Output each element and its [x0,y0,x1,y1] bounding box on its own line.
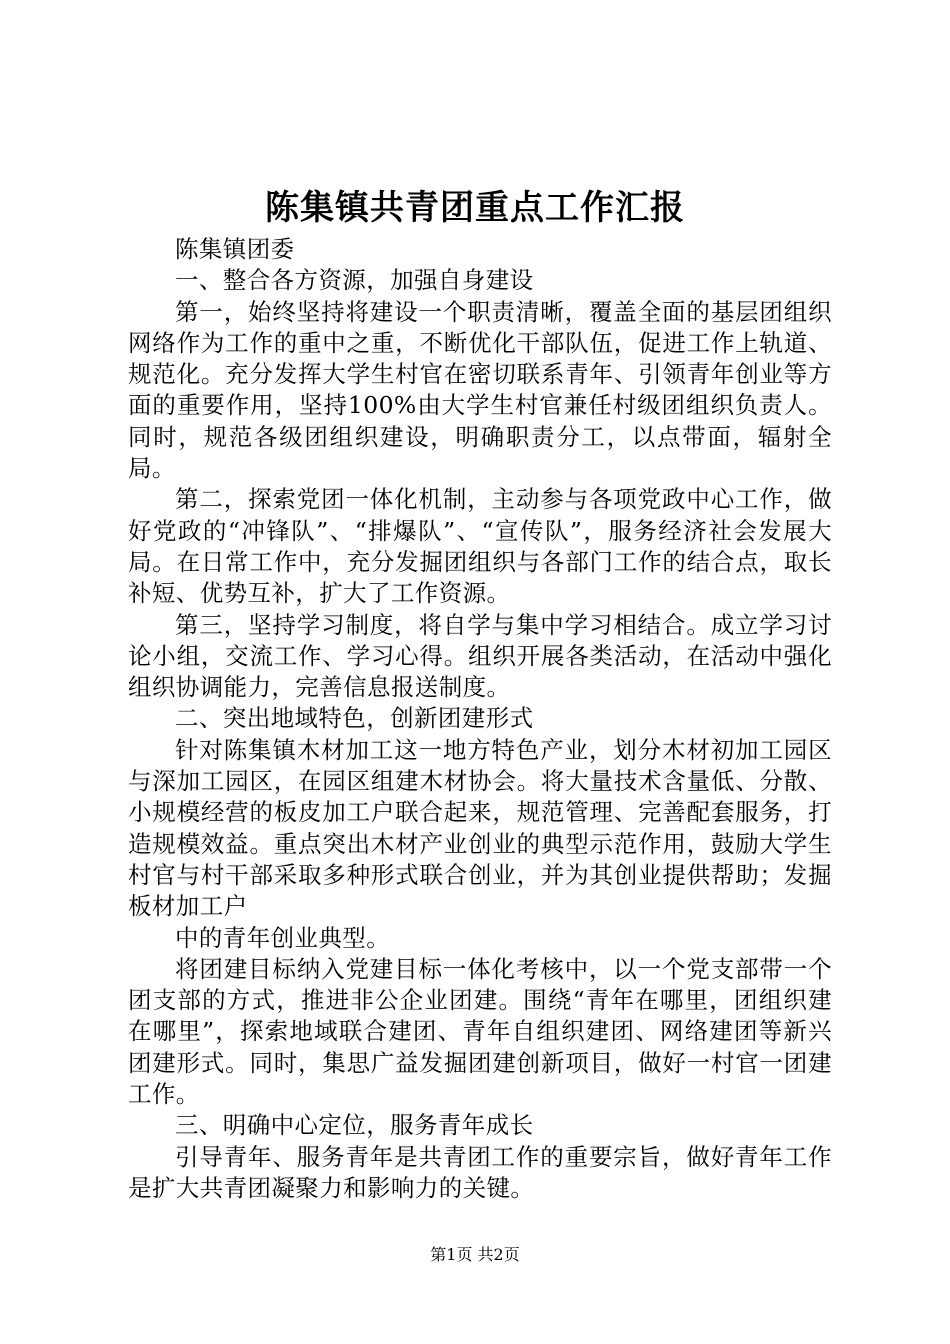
body-paragraph: 中的青年创业典型。 [175,923,391,952]
author-line: 陈集镇团委 [175,235,295,263]
body-paragraph: 第一，始终坚持将建设一个职责清晰，覆盖全面的基层团组织网络作为工作的重中之重，不断优化干部队伍，促进工作上轨道、规范化。充分发挥大学生村官在密切联系青年、引领青年创业等方面的重要作用，坚持100%由大学生村官兼任村级团组织负责人。同时，规范各级团组织建设，明确职责分工，以点带面，辐射全局。 [128,297,832,483]
document-body [128,234,832,1204]
body-paragraph: 针对陈集镇木材加工这一地方特色产业，划分木材初加工园区与深加工园区，在园区组建木材协会。将大量技术含量低、分散、小规模经营的板皮加工户联合起来，规范管理、完善配套服务，打造规模效益。重点突出木材产业创业的典型示范作用，鼓励大学生村官与村干部采取多种形式联合创业，并为其创业提供帮助；发掘板材加工户 [128,735,832,921]
body-paragraph: 第三，坚持学习制度，将自学与集中学习相结合。成立学习讨论小组，交流工作、学习心得。组织开展各类活动，在活动中强化组织协调能力，完善信息报送制度。 [128,610,832,702]
section-heading: 二、突出地域特色，创新团建形式 [175,704,534,733]
page-footer: 第1页 共2页 [430,1245,520,1264]
body-paragraph: 引导青年、服务青年是共青团工作的重要宗旨，做好青年工作是扩大共青团凝聚力和影响力的关键。 [128,1142,832,1202]
section-heading: 三、明确中心定位，服务青年成长 [175,1111,534,1140]
document-title: 陈集镇共青团重点工作汇报 [265,188,685,228]
body-paragraph: 将团建目标纳入党建目标一体化考核中，以一个党支部带一个团支部的方式，推进非公企业团建。围绕“青年在哪里，团组织建在哪里”，探索地域联合建团、青年自组织建团、网络建团等新兴团建形式。同时，集思广益发掘团建创新项目，做好一村官一团建工作。 [128,954,832,1109]
section-heading: 一、整合各方资源，加强自身建设 [175,266,534,295]
body-paragraph: 第二，探索党团一体化机制，主动参与各项党政中心工作，做好党政的“冲锋队”、“排爆队”、“宣传队”，服务经济社会发展大局。在日常工作中，充分发掘团组织与各部门工作的结合点，取长补短、优势互补，扩大了工作资源。 [128,485,832,608]
